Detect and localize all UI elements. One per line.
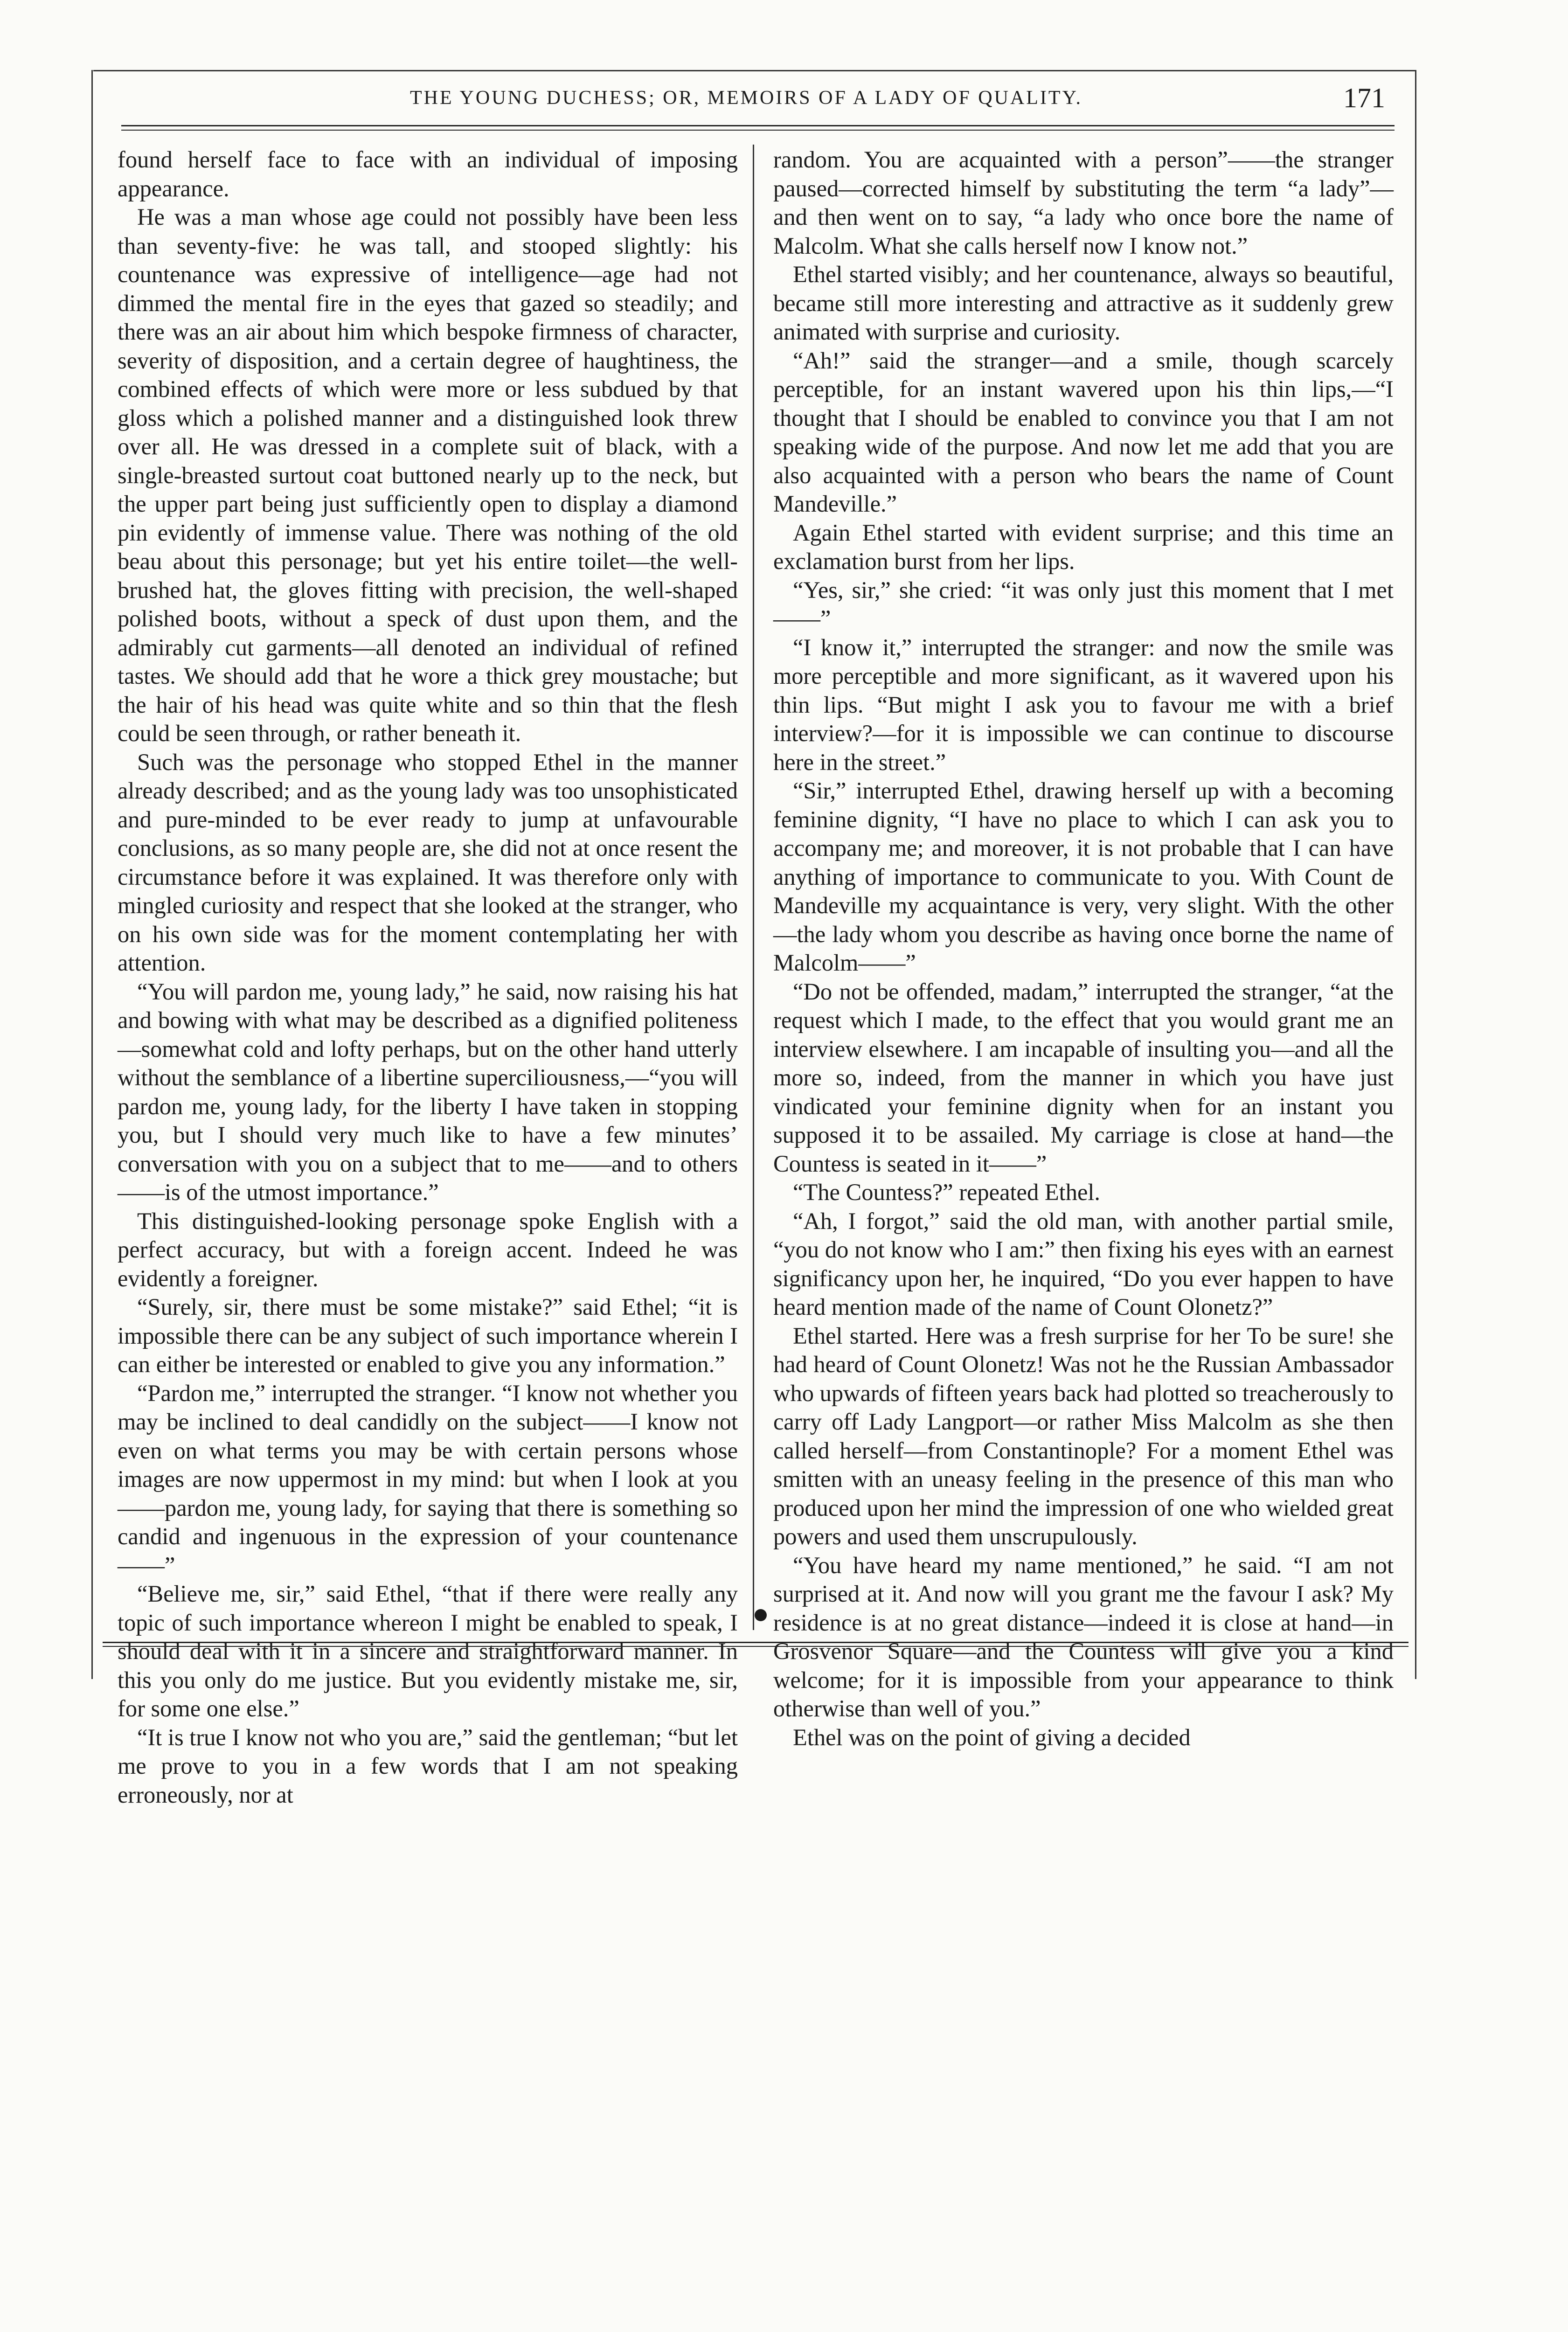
- ink-dot: [755, 1609, 767, 1621]
- page-header: [107, 77, 1385, 119]
- paragraph: “Ah, I forgot,” said the old man, with another partial smile, “you do not know who I am:” then fixing his eyes with an earnest significancy upon her, he inquired, “Do you ever happen to have heard mention made of the name of Count Olonetz?”: [773, 1208, 1394, 1320]
- paragraph: “Do not be offended, madam,” interrupted the stranger, “at the request which I made, to the effect that you would grant me an interview elsewhere. I am incapable of insulting you—and all the more so, indeed, from the manner in which you have just vindicated your feminine dignity when for an instant you supposed it to be assailed. My carriage is close at hand—the Countess is seated in it——”: [773, 978, 1394, 1177]
- running-title: THE YOUNG DUCHESS; OR, MEMOIRS OF A LADY OF QUALITY.: [409, 87, 1083, 109]
- footer-rule: [103, 1642, 1408, 1647]
- paragraph: Ethel was on the point of giving a decided: [793, 1724, 1191, 1750]
- text-column-left: [118, 146, 738, 1808]
- paragraph: “You will pardon me, young lady,” he said, now raising his hat and bowing with what may be described as a dignified politeness—somewhat cold and lofty perhaps, but on the other hand utterly without the semblance of a libertine superciliousness,—“you will pardon me, young lady, for the liberty I have taken in stopping you, but I should very much like to have a few minutes’ conversation with you on a subject that to me——and to others——is of the utmost importance.”: [118, 978, 738, 1205]
- header-rule: [121, 125, 1395, 131]
- paragraph: random. You are acquainted with a person”——the stranger paused—corrected himself by substituting the term “a lady”—and then went on to say, “a lady who once bore the name of Malcolm. What she calls herself now I know not.”: [773, 146, 1394, 259]
- paragraph: “Yes, sir,” she cried: “it was only just this moment that I met——”: [773, 576, 1394, 632]
- paragraph: Again Ethel started with evident surprise; and this time an exclamation burst from her lips.: [773, 519, 1394, 574]
- page-frame-left: [91, 70, 93, 1679]
- paragraph: found herself face to face with an individual of imposing appearance.: [118, 146, 738, 201]
- page-frame-right: [1415, 70, 1416, 1679]
- paragraph: Ethel started. Here was a fresh surprise for her To be sure! she had heard of Count Olonetz! Was not he the Russian Ambassador who upwards of fifteen years back had plotted so treacherously to carry off Lady Langport—or rather Miss Malcolm as she then called herself—from Constantinople? For a moment Ethel was smitten with an uneasy feeling in the presence of this man who produced upon her mind the impression of one who wielded great powers and used them unscrupulously.: [773, 1322, 1394, 1549]
- paragraph: He was a man whose age could not possibly have been less than seventy-five: he was tall, and stooped slightly: his countenance was expressive of intelligence—age had not dimmed the mental fire in the eyes that gazed so steadily; and there was an air about him which bespoke firmness of character, severity of disposition, and a certain degree of haughtiness, the combined effects of which were more or less subdued by that gloss which a polished manner and a distinguished look threw over all. He was dressed in a complete suit of black, with a single-breasted surtout coat buttoned nearly up to the neck, but the upper part being just sufficiently open to display a diamond pin evidently of immense value. There was nothing of the old beau about this personage; but yet his entire toilet—the well-brushed hat, the gloves fitting with precision, the well-shaped polished boots, without a speck of dust upon them, and the admirably cut garments—all denoted an individual of refined tastes. We should add that he wore a thick grey moustache; but the hair of his head was quite white and so thin that the flesh could be seen through, or rather beneath it.: [118, 204, 738, 746]
- paragraph: “I know it,” interrupted the stranger: and now the smile was more perceptible and more significant, as it wavered upon his thin lips. “But might I ask you to favour me with a brief interview?—for it is impossible we can continue to discourse here in the street.”: [773, 634, 1394, 775]
- page-frame-top: [93, 70, 1415, 71]
- paragraph: “The Countess?” repeated Ethel.: [793, 1179, 1101, 1205]
- paragraph: This distinguished-looking personage spoke English with a perfect accuracy, but with a foreign accent. Indeed he was evidently a foreigner.: [118, 1208, 738, 1291]
- page-number: 171: [1343, 82, 1385, 113]
- paragraph: “Believe me, sir,” said Ethel, “that if there were really any topic of such importance whereon I might be enabled to speak, I should deal with it in a sincere and straightforward manner. In this you only do me justice. But you evidently mistake me, sir, for some one else.”: [118, 1581, 738, 1721]
- paragraph: “Sir,” interrupted Ethel, drawing herself up with a becoming feminine dignity, “I have no place to which I can ask you to accompany me; and moreover, it is not probable that I can have anything of importance to communicate to you. With Count de Mandeville my acquaintance is very, very slight. With the other—the lady whom you describe as having once borne the name of Malcolm——”: [773, 777, 1394, 976]
- paragraph: Ethel started visibly; and her countenance, always so beautiful, became still more interesting and attractive as it suddenly grew animated with surprise and curiosity.: [773, 261, 1394, 345]
- column-divider: [753, 145, 754, 1630]
- paragraph: “Ah!” said the stranger—and a smile, though scarcely perceptible, for an instant wavered upon his thin lips,—“I thought that I should be enabled to convince you that I am not speaking wide of the purpose. And now let me add that you are also acquainted with a person who bears the name of Count Mandeville.”: [773, 347, 1394, 517]
- paragraph: “It is true I know not who you are,” said the gentleman; “but let me prove to you in a few words that I am not speaking erroneously, nor at: [118, 1724, 738, 1808]
- text-column-right: [773, 146, 1394, 1750]
- paragraph: Such was the personage who stopped Ethel in the manner already described; and as the young lady was too unsophisticated and pure-minded to be ever ready to jump at unfavourable conclusions, as so many people are, she did not at once resent the circumstance before it was explained. It was therefore only with mingled curiosity and respect that she looked at the stranger, who on his own side was for the moment contemplating her with attention.: [118, 749, 738, 976]
- paragraph: “Surely, sir, there must be some mistake?” said Ethel; “it is impossible there can be any subject of such importance wherein I can either be interested or enabled to give you any information.”: [118, 1294, 738, 1377]
- paragraph: “You have heard my name mentioned,” he said. “I am not surprised at it. And now will you grant me the favour I ask? My residence is at no great distance—indeed it is close at hand—in Grosvenor Square—and the Countess will give you a kind welcome; for it is impossible from your appearance to think otherwise than well of you.”: [773, 1552, 1394, 1721]
- paragraph: “Pardon me,” interrupted the stranger. “I know not whether you may be inclined to deal candidly on the subject——I know not even on what terms you may be with certain persons whose images are now uppermost in my mind: but when I look at you——pardon me, young lady, for saying that there is something so candid and ingenuous in the expression of your countenance——”: [118, 1380, 738, 1578]
